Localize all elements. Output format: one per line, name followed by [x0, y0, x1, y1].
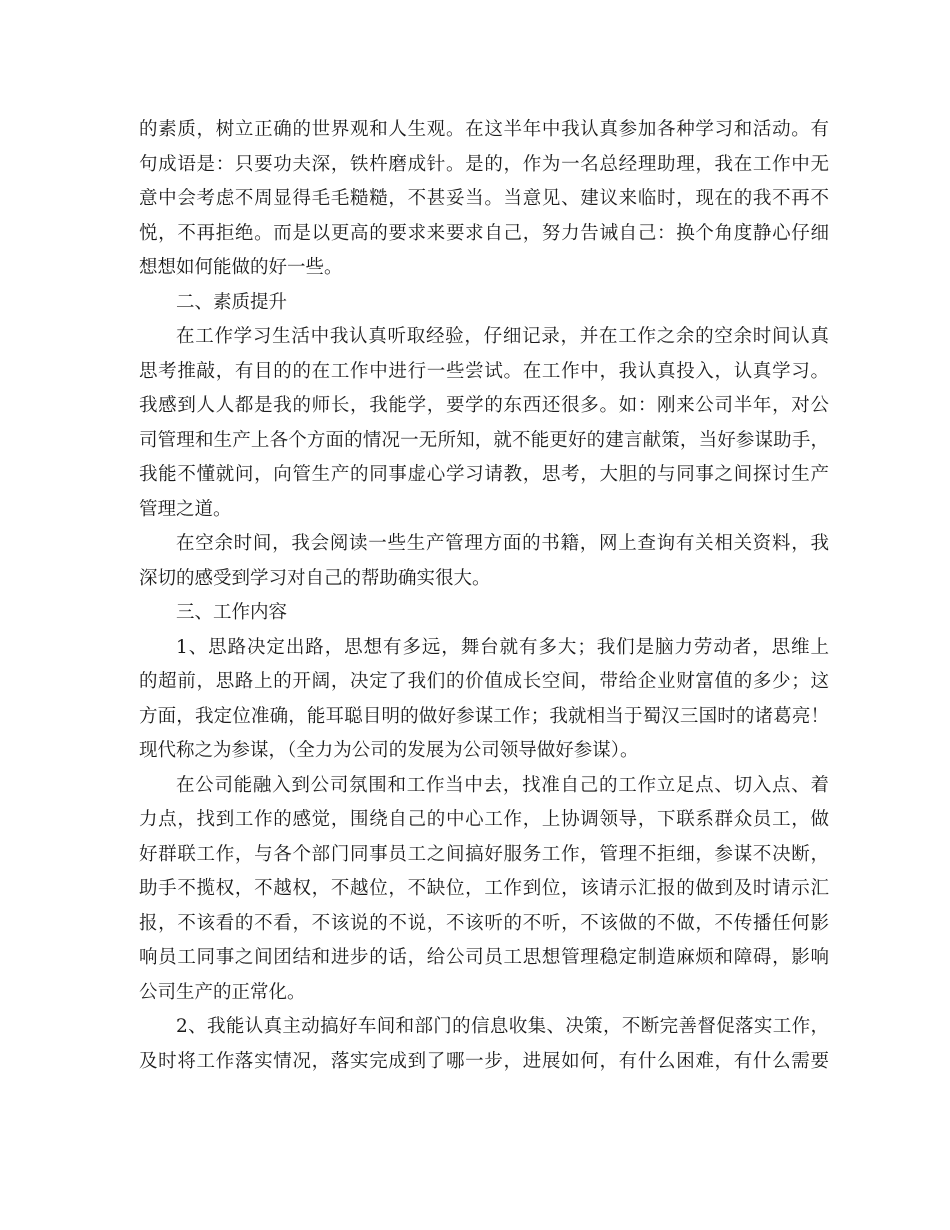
- text-line: 现代称之为参谋，（全力为公司的发展为公司领导做好参谋）。: [139, 740, 639, 761]
- text-line: 司管理和生产上各个方面的情况一无所知，就不能更好的建言献策，当好参谋助手，: [139, 429, 829, 451]
- text-line: 思考推敲，有目的的在工作中进行一些尝试。在工作中，我认真投入，认真学习。: [139, 360, 829, 382]
- text-line: 2、我能认真主动搞好车间和部门的信息收集、决策，不断完善督促落实工作，: [176, 1016, 829, 1037]
- section-heading: 二、素质提升: [176, 291, 288, 313]
- document-body: [139, 113, 829, 1079]
- text-line: 悦，不再拒绝。而是以更高的要求来要求自己，努力告诫自己：换个角度静心仔细: [139, 222, 829, 244]
- text-line: 好群联工作，与各个部门同事员工之间搞好服务工作，管理不拒细，参谋不决断，: [139, 843, 829, 865]
- text-line: 响员工同事之间团结和进步的话，给公司员工思想管理稳定制造麻烦和障碍，影响: [139, 947, 829, 968]
- text-line: 在工作学习生活中我认真听取经验，仔细记录，并在工作之余的空余时间认真: [176, 326, 829, 347]
- text-line: 意中会考虑不周显得毛毛糙糙，不甚妥当。当意见、建议来临时，现在的我不再不: [139, 188, 829, 209]
- section-heading: 三、工作内容: [176, 602, 288, 623]
- text-line: 句成语是：只要功夫深，铁杵磨成针。是的，作为一名总经理助理，我在工作中无: [139, 153, 829, 175]
- text-line: 的超前，思路上的开阔，决定了我们的价值成长空间，带给企业财富值的多少；这: [139, 671, 829, 692]
- text-line: 管理之道。: [139, 498, 232, 520]
- text-line: 想想如何能做的好一些。: [139, 257, 343, 278]
- text-line: 在公司能融入到公司氛围和工作当中去，找准自己的工作立足点、切入点、着: [176, 774, 829, 796]
- text-line: 在空余时间，我会阅读一些生产管理方面的书籍，网上查询有关相关资料，我: [176, 533, 829, 554]
- text-line: 深切的感受到学习对自己的帮助确实很大。: [139, 567, 491, 589]
- text-line: 我感到人人都是我的师长，我能学，要学的东西还很多。如：刚来公司半年，对公: [139, 395, 829, 416]
- text-line: 的素质，树立正确的世界观和人生观。在这半年中我认真参加各种学习和活动。有: [139, 119, 829, 140]
- text-line: 方面，我定位准确，能耳聪目明的做好参谋工作；我就相当于蜀汉三国时的诸葛亮！: [139, 705, 829, 727]
- text-line: 我能不懂就问，向管生产的同事虚心学习请教，思考，大胆的与同事之间探讨生产: [139, 464, 829, 485]
- text-line: 报，不该看的不看，不该说的不说，不该听的不听，不该做的不做，不传播任何影: [139, 912, 829, 934]
- text-line: 公司生产的正常化。: [139, 981, 306, 1003]
- text-line: 及时将工作落实情况，落实完成到了哪一步，进展如何，有什么困难，有什么需要: [139, 1050, 829, 1072]
- text-line: 1、思路决定出路，思想有多远，舞台就有多大；我们是脑力劳动者，思维上: [176, 636, 829, 658]
- text-line: 助手不揽权，不越权，不越位，不缺位，工作到位，该请示汇报的做到及时请示汇: [139, 878, 829, 899]
- text-line: 力点，找到工作的感觉，围绕自己的中心工作，上协调领导，下联系群众员工，做: [139, 809, 829, 830]
